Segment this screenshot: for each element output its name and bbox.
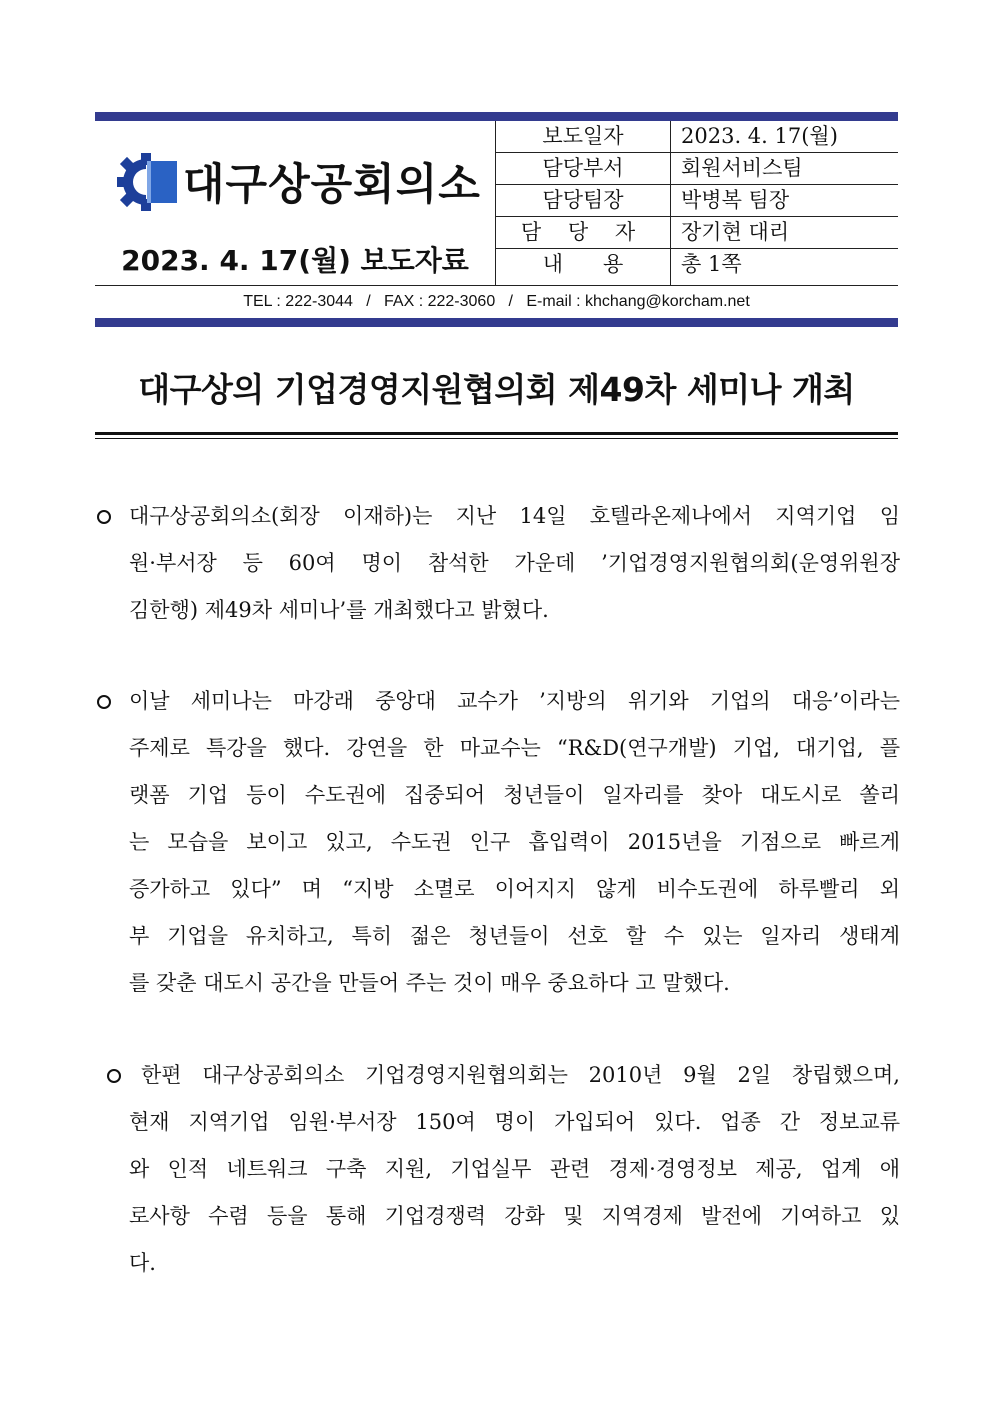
paragraph-line: 증가하고 있다” 며 “지방 소멸로 이어지지 않게 비수도권에 하루빨리 외 bbox=[129, 877, 900, 901]
info-value: 총 1쪽 bbox=[681, 252, 742, 276]
info-row bbox=[496, 249, 898, 285]
paragraph-line: 랫폼 기업 등이 수도권에 집중되어 청년들이 일자리를 찾아 대도시로 쏠리 bbox=[129, 783, 900, 807]
paragraph-line: 대구상공회의소(회장 이재하)는 지난 14일 호텔라온제나에서 지역기업 임 bbox=[129, 504, 900, 528]
info-label: 담당팀장 bbox=[496, 185, 671, 216]
info-row bbox=[496, 153, 898, 185]
gear-icon bbox=[117, 153, 177, 211]
title-rule-thick bbox=[95, 432, 898, 435]
contact-line: TEL : 222-3044 / FAX : 222-3060 / E-mail : khchang@korcham.net bbox=[95, 285, 898, 320]
header-table bbox=[95, 121, 898, 285]
info-row bbox=[496, 121, 898, 153]
paragraph-line: 부 기업을 유치하고, 특히 젊은 청년들이 선호 할 수 있는 일자리 생태계 bbox=[129, 924, 900, 948]
press-info-table bbox=[496, 121, 898, 285]
paragraph-line: 주제로 특강을 했다. 강연을 한 마교수는 “R&D(연구개발) 기업, 대기업, 플 bbox=[129, 736, 900, 760]
info-row bbox=[496, 217, 898, 249]
circle-bullet-icon bbox=[97, 510, 111, 524]
info-label: 담당부서 bbox=[496, 153, 671, 184]
organization-logo bbox=[117, 151, 481, 212]
paragraph-line: 이날 세미나는 마강래 중앙대 교수가 ’지방의 위기와 기업의 대응’이라는 bbox=[129, 689, 900, 713]
info-value: 박병복 팀장 bbox=[681, 188, 790, 212]
paragraph bbox=[95, 1052, 900, 1287]
paragraph-line: 다. bbox=[129, 1251, 156, 1275]
title-rule-thin bbox=[95, 438, 898, 439]
paragraph-line: 를 갖춘 대도시 공간을 만들어 주는 것이 매우 중요하다 고 말했다. bbox=[129, 971, 730, 995]
organization-name: 대구상공회의소 bbox=[183, 160, 481, 210]
header-top-rule bbox=[95, 112, 898, 121]
paragraph bbox=[95, 678, 900, 1007]
info-value: 장기현 대리 bbox=[681, 220, 790, 244]
logo-cell bbox=[95, 121, 496, 285]
paragraph-line: 와 인적 네트워크 구축 지원, 기업실무 관련 경제·경영정보 제공, 업계 애 bbox=[129, 1157, 900, 1181]
info-value: 2023. 4. 17(월) bbox=[681, 124, 838, 148]
circle-bullet-icon bbox=[97, 695, 111, 709]
paragraph bbox=[95, 493, 900, 634]
info-value: 회원서비스팀 bbox=[681, 156, 803, 180]
release-date: 2023. 4. 17(월) 보도자료 bbox=[121, 244, 469, 277]
info-row bbox=[496, 185, 898, 217]
paragraph-line: 김한행) 제49차 세미나’를 개최했다고 밝혔다. bbox=[129, 598, 549, 622]
paragraph-line: 는 모습을 보이고 있고, 수도권 인구 흡입력이 2015년을 기점으로 빠르게 bbox=[129, 830, 900, 854]
info-label: 담 당 자 bbox=[496, 217, 671, 248]
paragraph-line: 한편 대구상공회의소 기업경영지원협의회는 2010년 9월 2일 창립했으며, bbox=[141, 1063, 900, 1087]
paragraph-line: 로사항 수렴 등을 통해 기업경쟁력 강화 및 지역경제 발전에 기여하고 있 bbox=[129, 1204, 900, 1228]
circle-bullet-icon bbox=[107, 1069, 121, 1083]
header-bottom-rule bbox=[95, 318, 898, 327]
info-label: 내 용 bbox=[496, 249, 671, 285]
paragraph-line: 현재 지역기업 임원·부서장 150여 명이 가입되어 있다. 업종 간 정보교류 bbox=[129, 1110, 900, 1134]
page-title: 대구상의 기업경영지원협의회 제49차 세미나 개최 bbox=[138, 370, 855, 409]
info-label: 보도일자 bbox=[496, 121, 671, 152]
paragraph-line: 원·부서장 등 60여 명이 참석한 가운데 ’기업경영지원협의회(운영위원장 bbox=[129, 551, 900, 575]
